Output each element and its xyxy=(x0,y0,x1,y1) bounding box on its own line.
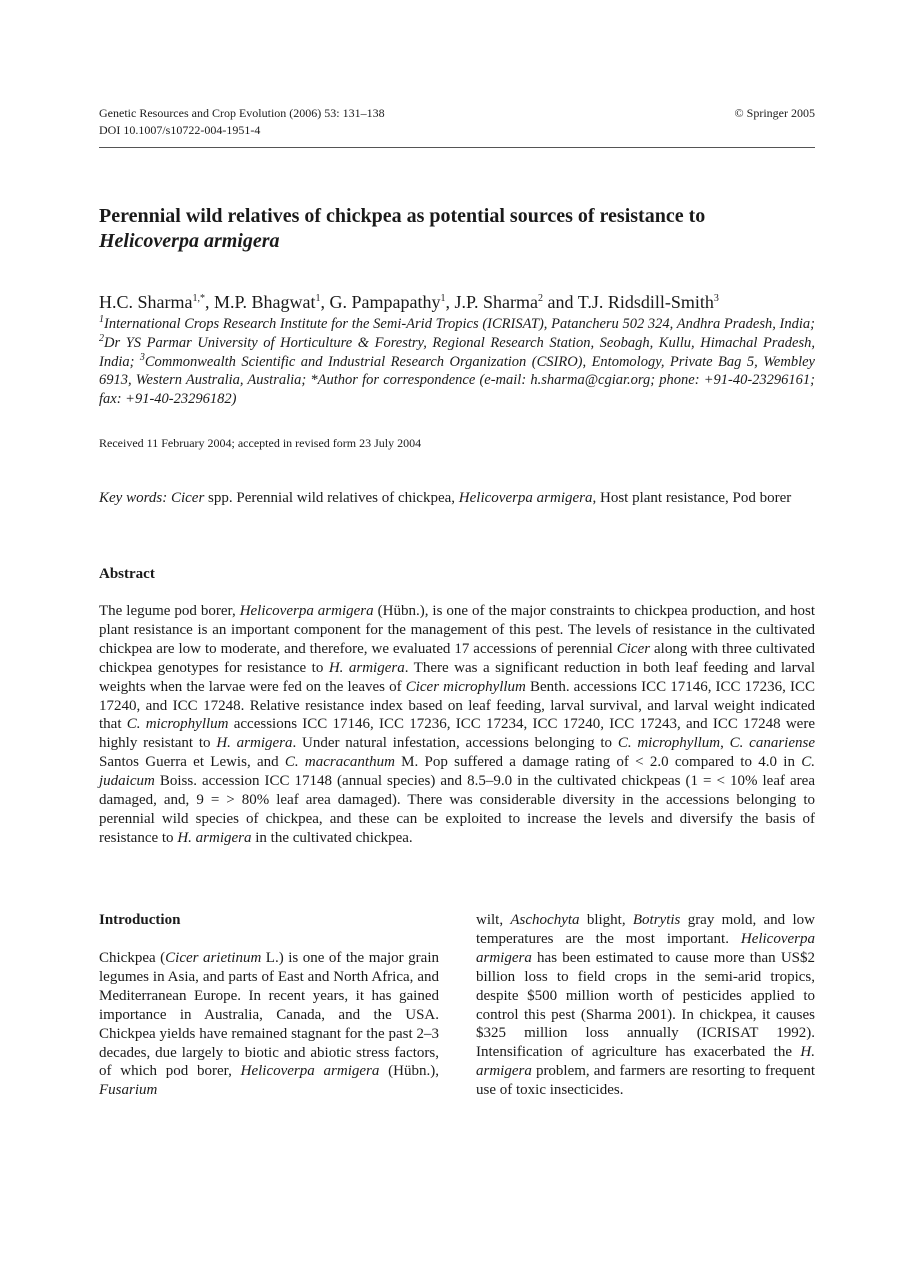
author-sup: 1 xyxy=(315,293,321,304)
doi: DOI 10.1007/s10722-004-1951-4 xyxy=(99,123,261,137)
author-sup: 3 xyxy=(713,293,719,304)
author: M.P. Bhagwat xyxy=(214,292,316,312)
species-name: H. armigera xyxy=(328,659,405,676)
text-run: has been estimated to cause more than US$2 billion loss to field crops in the semi-arid tropics, despite $500 million worth of pesticides applied to control this pest (Sharma 2001). In chickpea, it causes $325 million loss annually (ICRISAT 1992). Intensification of agriculture has exacerbated the xyxy=(476,949,815,1061)
author-sup: 1,* xyxy=(192,293,205,304)
species-name: Helicoverpa armigera xyxy=(240,1063,380,1080)
introduction-right-column xyxy=(476,911,815,1100)
keywords xyxy=(99,489,815,508)
text-run: gray mold, and low temperatures are the most important. xyxy=(476,912,815,947)
affil-sup: 3 xyxy=(139,351,145,363)
author: J.P. Sharma xyxy=(454,292,539,312)
text-run: , xyxy=(720,735,730,752)
text-run: The legume pod borer, xyxy=(99,603,240,619)
text-run: . Under natural infestation, accessions belonging to xyxy=(292,735,618,752)
title-line-2: Helicoverpa armigera xyxy=(99,230,280,252)
text-run: Chickpea ( xyxy=(99,950,166,966)
author-sup: 2 xyxy=(538,293,544,304)
species-name: H. armigera xyxy=(216,735,293,752)
species-name: C. microphyllum xyxy=(126,716,229,733)
keyword-italic: Helicoverpa armigera xyxy=(458,490,593,506)
affiliation: Dr YS Parmar University of Horticulture & Forestry, Regional Research Station, Seobagh, Kullu, Himachal Pradesh, India; xyxy=(99,334,815,370)
author: T.J. Ridsdill-Smith xyxy=(577,292,714,312)
journal-citation: Genetic Resources and Crop Evolution (2006) 53: 131–138 xyxy=(99,106,385,120)
species-name: Fusarium xyxy=(99,1082,158,1099)
species-name: C. macracanthum xyxy=(284,754,395,771)
text-run: (Hübn.), is one of the major constraints to chickpea production, and host plant resistance is an important component for the management of this pest. The levels of resistance in the cultivated chickpea are low to moderate, and therefore, we evaluated 17 accessions of perennial xyxy=(99,603,816,657)
text-run: wilt, xyxy=(476,912,511,928)
author-sup: 1 xyxy=(440,293,446,304)
separator: , xyxy=(205,292,214,312)
species-name: Botrytis xyxy=(632,912,681,928)
keyword-text: spp. Perennial wild relatives of chickpea, xyxy=(204,490,459,506)
paper-title xyxy=(99,204,815,254)
text-run: accessions ICC 17146, ICC 17236, ICC 17234, ICC 17240, ICC 17243, and ICC 17248 were highly resistant to xyxy=(99,716,815,752)
header-rule xyxy=(99,147,815,148)
species-name: C. microphyllum xyxy=(617,735,721,752)
text-run: Santos Guerra et Lewis, and xyxy=(99,754,285,771)
introduction-left-column xyxy=(99,949,439,1100)
text-run: along with three cultivated chickpea genotypes for resistance to xyxy=(99,640,815,676)
species-name: Cicer microphyllum xyxy=(405,678,526,695)
separator: , xyxy=(320,292,330,312)
keyword-text: , Host plant resistance, Pod borer xyxy=(592,490,792,506)
text-run: Boiss. accession ICC 17148 (annual species) and 8.5–9.0 in the cultivated chickpeas (1 = < 10% leaf area damaged, and, 9 = > 80% leaf area damaged). There was considerable diversity in the accessions belonging to perennial wild species of chickpea, and these can be exploited to increase the levels and diversify the basis of resistance to xyxy=(99,773,815,846)
text-run: problem, and farmers are resorting to frequent use of toxic insecticides. xyxy=(476,1063,815,1099)
species-name: Cicer xyxy=(616,640,651,657)
separator: and xyxy=(543,292,578,312)
introduction-heading: Introduction xyxy=(99,912,181,928)
species-name: Helicoverpa armigera xyxy=(476,930,815,966)
text-run: blight, xyxy=(579,912,633,928)
text-run: (Hübn.), xyxy=(379,1063,440,1080)
abstract-heading: Abstract xyxy=(99,566,155,582)
keywords-label: Key words: xyxy=(99,490,171,506)
text-run: M. Pop suffered a damage rating of < 2.0 compared to 4.0 in xyxy=(394,754,802,771)
affil-sup: 1 xyxy=(99,314,104,326)
species-name: C. judaicum xyxy=(99,754,815,790)
copyright: © Springer 2005 xyxy=(734,106,815,120)
species-name: Helicoverpa armigera xyxy=(239,603,374,619)
species-name: Aschochyta xyxy=(510,912,580,928)
text-run: in the cultivated chickpea. xyxy=(251,829,413,846)
author: H.C. Sharma xyxy=(99,292,193,312)
species-name: Cicer arietinum xyxy=(165,950,262,966)
species-name: H. armigera xyxy=(177,829,252,846)
species-name: H. armigera xyxy=(476,1044,815,1080)
author-list xyxy=(99,290,815,314)
affiliations xyxy=(99,315,815,409)
keyword-italic: Cicer xyxy=(170,490,205,506)
abstract-text xyxy=(99,602,815,848)
title-line-1: Perennial wild relatives of chickpea as potential sources of resistance to xyxy=(99,205,706,227)
affiliation: Commonwealth Scientific and Industrial Research Organization (CSIRO), Entomology, Private Bag 5, Wembley 6913, Western Australia, Australia; *Author for correspondence (e-mail: h.sharma@cgiar.org; phone: +91-40-23296161; fax: +91-40-23296182) xyxy=(99,353,815,408)
author: G. Pampapathy xyxy=(329,292,441,312)
text-run: Benth. accessions ICC 17146, ICC 17236, ICC 17240, and ICC 17248. Relative resistance index based on leaf feeding, larval survival, and larval weight indicated that xyxy=(99,678,816,733)
separator: , xyxy=(445,292,455,312)
species-name: C. canariense xyxy=(729,735,815,752)
text-run: . There was a significant reduction in both leaf feeding and larval weights when the larvae were fed on the leaves of xyxy=(99,659,815,695)
received-date: Received 11 February 2004; accepted in revised form 23 July 2004 xyxy=(99,436,422,450)
affil-sup: 2 xyxy=(99,332,104,344)
text-run: L.) is one of the major grain legumes in Asia, and parts of East and North Africa, and Mediterranean Europe. In recent years, it has gained importance in Australia, Canada, and the USA. Chickpea yields have remained stagnant for the past 2–3 decades, due largely to biotic and abiotic stress factors, of which pod borer, xyxy=(99,950,439,1080)
affiliation: International Crops Research Institute for the Semi-Arid Tropics (ICRISAT), Patancheru 502 324, Andhra Pradesh, India; xyxy=(104,316,815,332)
